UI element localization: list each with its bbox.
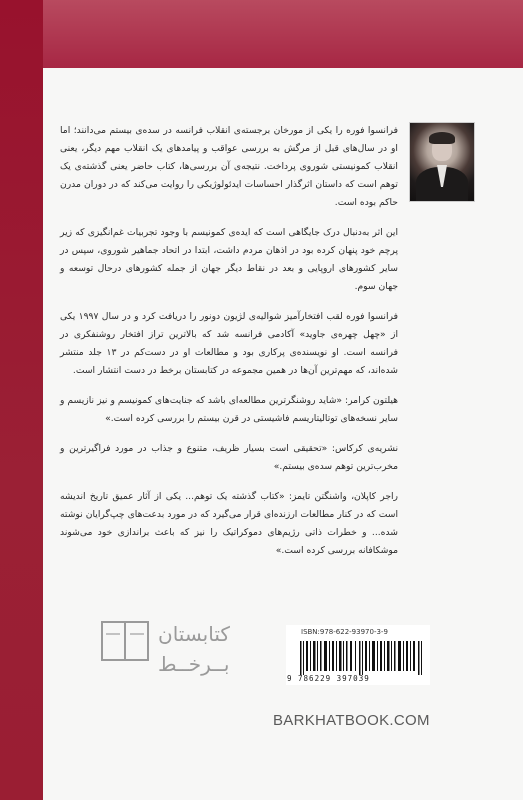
blurb-paragraph-5: نشریه‌ی کرکاس: «تحقیقی است بسیار ظریف، متنوع و جذاب در مورد فراگیرترین و مخرب‌ترین توهم سده‌ی بیستم.» (60, 443, 398, 472)
left-red-band (0, 0, 43, 800)
blurb-paragraph-4: هیلتون کرامر: «شاید روشنگرترین مطالعه‌ای باشد که جنایت‌های کمونیسم و نیز نازیسم و سایر نسخه‌های توتالیتاریسم فاشیستی در قرن بیستم را بررسی کرده است.» (60, 395, 398, 424)
blurb-paragraph-2: این اثر به‌دنبال درک جایگاهی است که ایده‌ی کمونیسم با وجود تجربیات غم‌انگیزی که زیر پرچم خود پنهان کرده بود در اذهان مردم داشت، ابتدا در اتحاد جماهیر شوروی، سپس در سایر کشورهای اروپایی و بعد در نقاط دیگر جهان از جمله کشورهای درحال توسعه و جهان سوم. (60, 227, 398, 292)
top-red-band (43, 0, 523, 68)
blurb-paragraph-3: فرانسوا فوره لقب افتخارآمیز شوالیه‌ی لژیون دونور را دریافت کرد و در سال ۱۹۹۷ یکی از «چهل چهره‌ی جاوید» آکادمی فرانسه شد که بالاترین تراز افتخار روشنفکری در فرانسه است. او نویسنده‌ی پرکاری بود و مطالعات او در دست‌کم در ۱۳ جلد منتشر شده‌اند، که مهم‌ترین آن‌ها در همین مجموعه در کتابستان برخط در دست انتشار است. (60, 311, 398, 376)
blurb-paragraph-6: راجر کاپلان، واشنگتن تایمز: «کتاب گذشته یک توهم... یکی از آثار عمیق تاریخ اندیشه است که در کنار مطالعات ارزنده‌ای قرار می‌گیرد که در مورد بدعت‌های چپ‌گرایان نوشته شده... و خطرات ذاتی رژیم‌های دموکراتیک را نیز که باعث براندازی خود می‌شوند موشکافانه بررسی کرده است.» (60, 491, 398, 556)
isbn-label: ISBN:978-622-93970-3-9 (301, 628, 388, 636)
book-icon (100, 618, 150, 664)
barcode-icon (300, 641, 425, 675)
blurb-paragraph-1: فرانسوا فوره را یکی از مورخان برجسته‌ی انقلاب فرانسه در سده‌ی بیستم می‌دانند؛ اما او در سال‌های قبل از مرگش به بررسی عواقب و پیامدهای یک انقلاب مهم دیگر، یعنی انقلاب کمونیستی شوروی پرداخت. نتیجه‌ی آن بررسی‌ها، کتاب حاضر یعنی گذشته‌ی یک توهم است که داستان اثرگذار احساسات ایدئولوژیکی را روایت می‌کند که در دوران مدرن حاکم بوده است. (60, 125, 398, 208)
publisher-website[interactable]: BARKHATBOOK.COM (273, 712, 430, 729)
publisher-logo-line1: کتابستان (158, 622, 230, 646)
publisher-logo-line2: بــرخــط (158, 652, 230, 676)
portrait-hair (429, 132, 455, 144)
barcode-digits: 9 786229 397039 (287, 674, 370, 683)
author-portrait (410, 123, 474, 201)
blurb-text (60, 122, 398, 572)
